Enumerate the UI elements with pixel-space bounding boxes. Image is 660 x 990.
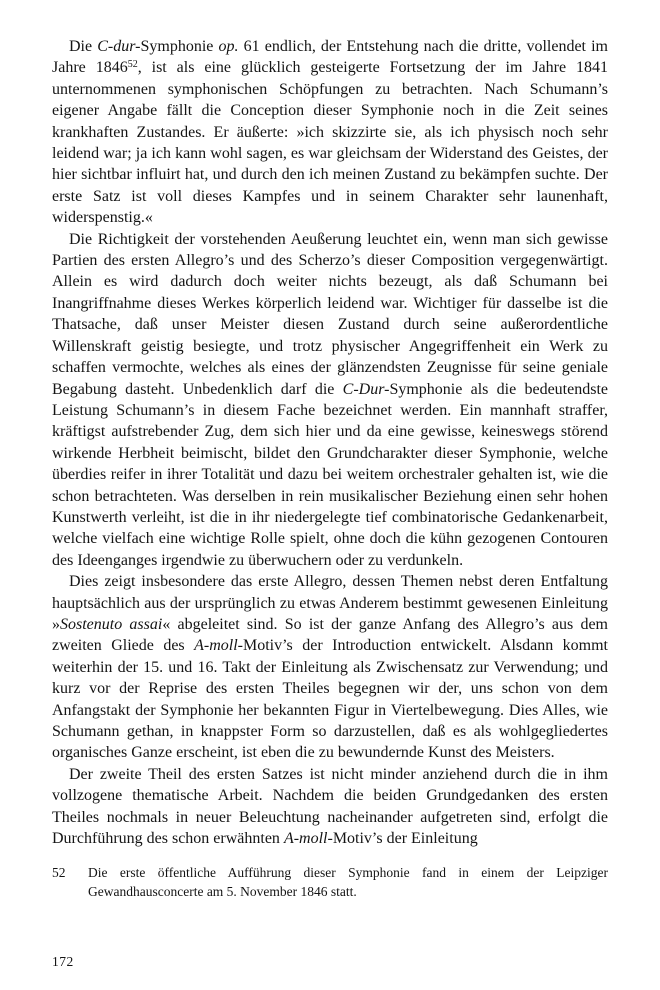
paragraph — [52, 229, 608, 572]
text-run: , ist als eine glücklich gesteigerte Fortsetzung der im Jahre 1841 unternommenen symphonischen Schöpfungen zu betrachten. Nach Schumann’s eigener Angabe fällt die Conception dieser Symphonie noch in die Zeit seines krankhaften Zustandes. Er äußerte: »ich skizzirte sie, als ich physisch noch sehr leidend war; ja ich kann wohl sagen, es war gleichsam der Widerstand des Geistes, der hier sichtbar influirt hat, und durch den ich meinen Zustand zu bekämpfen suchte. Der erste Satz ist voll dieses Kampfes und in seinem Charakter sehr launenhaft, widerspenstig.« — [52, 59, 609, 227]
main-text — [52, 36, 608, 849]
footnote-marker: 52 — [52, 865, 66, 881]
italic-text-run: C-dur- — [97, 38, 141, 55]
text-run: Symphonie — [140, 38, 219, 55]
text-run: Dies zeigt insbesondere das erste Allegro, dessen Themen nebst deren Entfaltung hauptsächlich aus der ursprünglich zu etwas Anderem bestimmt gewesenen Einleitung » — [52, 573, 608, 633]
text-run: Die Richtigkeit der vorstehenden Aeußerung leuchtet ein, wenn man sich gewisse Partien des ersten Allegro’s und des Scherzo’s dieser Composition vergegenwärtigt. Allein es wird dadurch doch weiter nichts bezeugt, als daß Schumann bei Inangriffnahme dieses Werkes körperlich leidend war. Wichtiger für dasselbe ist die Thatsache, daß unser Meister diesen Zustand durch seine außerordentliche Willenskraft geistig besiegte, und trotz physischer Angegriffenheit ein Werk zu schaffen vermochte, welches als eines der glänzendsten Zeugnisse für seine geniale Begabung dasteht. Unbedenklich darf die — [52, 230, 608, 398]
italic-text-run: op. — [218, 38, 239, 55]
text-run: Der zweite Theil des ersten Satzes ist nicht minder anziehend durch die in ihm vollzogene thematische Arbeit. Nachdem die beiden Grundgedanken des ersten Theiles nochmals in neuer Beleuchtung nacheinander aufgetreten sind, erfolgt die Durchführung des schon erwähnten — [52, 765, 608, 848]
paragraph — [52, 764, 608, 850]
italic-text-run: A-moll- — [283, 830, 333, 848]
italic-text-run: C-Dur- — [342, 380, 390, 398]
text-run: 61 endlich, der Entstehung nach die dritte, vollendet im Jahre 1846 — [52, 38, 609, 77]
text-run: Symphonie als die bedeutendste Leistung Schumann’s in diesem Fache bezeichnet werden. Ein mannhaft straffer, kräftigst aufstrebender Zug, dem sich hier und da eine gewisse, keineswegs störend wirkende Herbheit beimischt, bildet den Grundcharakter dieser Symphonie, welche überdies reifer in ihrer Totalität und dazu bei weitem orchestraler gehalten ist, wie die schon betrachteten. Was derselben in rein musikalischer Beziehung einen sehr hohen Kunstwerth verleiht, ist die in ihr niedergelegte tief combinatorische Gedankenarbeit, welche vielfach eine wichtige Rolle spielt, ohne doch die kühn gezogenen Contouren des Ideenganges irgendwie zu überwuchern oder zu verdunkeln. — [52, 380, 609, 569]
footnote-reference: 52 — [127, 59, 138, 71]
paragraph — [52, 571, 608, 764]
text-run: Motiv’s der Einleitung — [332, 830, 478, 848]
footnote-text: Die erste öffentliche Aufführung dieser Symphonie fand in einem der Leipziger Gewandhausconcerte am 5. November 1846 statt. — [88, 865, 608, 900]
text-run: Motiv’s der Introduction entwickelt. Alsdann kommt weiterhin der 15. und 16. Takt der Einleitung als Zwischensatz zur Verwendung; und kurz vor der Reprise des ersten Theiles begegnen wir der, uns schon von dem Anfangstakt der Symphonie her bekannten Figur in Viertelbewegung. Dies Alles, wie Schumann gethan, in knappster Form so darzustellen, daß es als wohlgegliedertes organisches Ganze erscheint, ist eben die zu bewundernde Kunst des Meisters. — [52, 637, 609, 762]
page-number: 172 — [52, 954, 74, 969]
text-run: « abgeleitet sind. So ist der ganze Anfang des Allegro’s aus dem zweiten Gliede des — [52, 615, 608, 655]
paragraph — [52, 36, 608, 229]
italic-text-run: Sostenuto assai — [60, 615, 163, 633]
italic-text-run: A-moll- — [194, 637, 243, 655]
text-run: Die — [69, 38, 98, 55]
footnote — [52, 864, 608, 901]
